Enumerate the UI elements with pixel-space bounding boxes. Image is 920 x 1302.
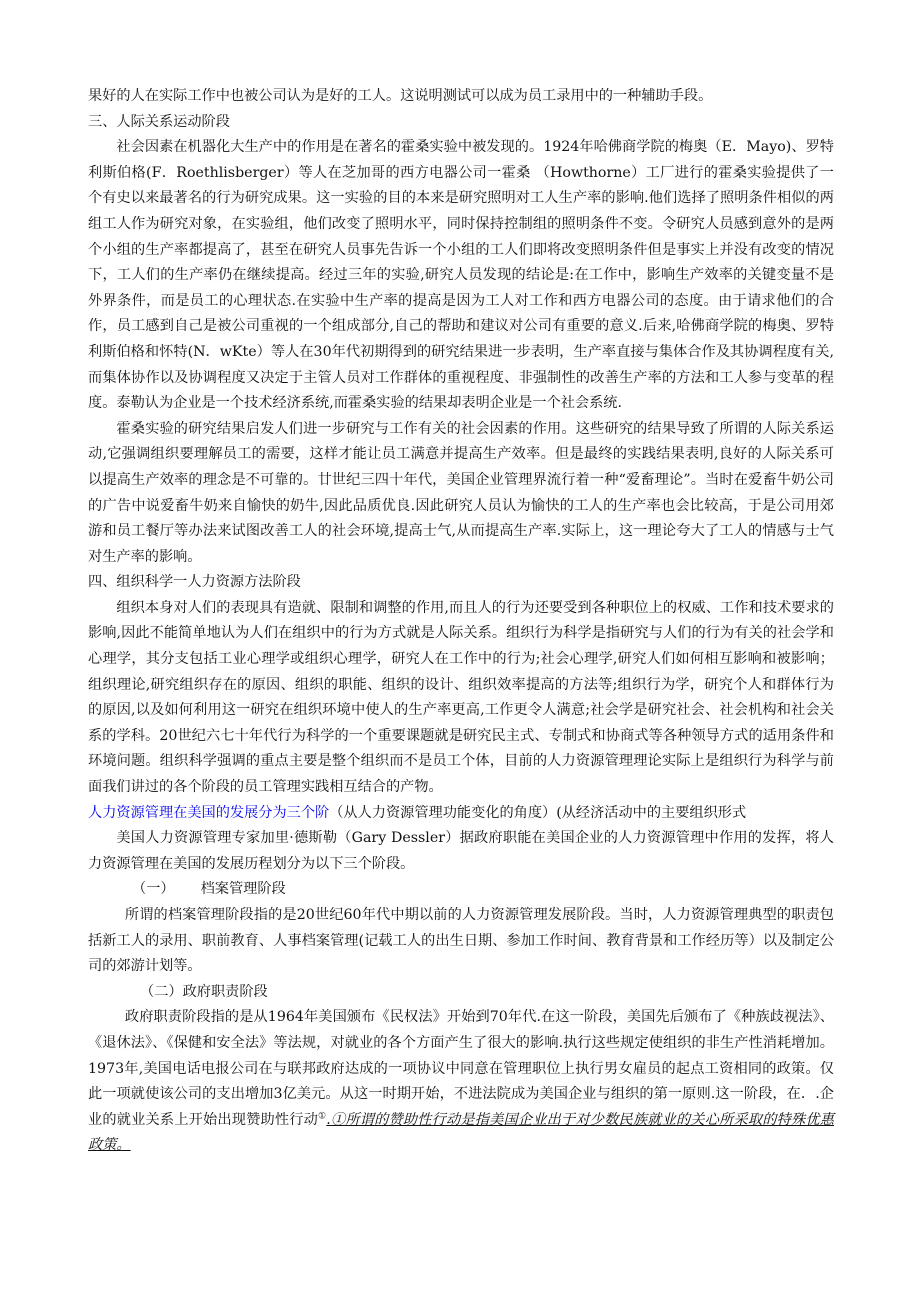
subheading-archive-number: （一）: [132, 881, 175, 898]
document-page: [88, 84, 834, 1159]
subheading-archive: [88, 877, 834, 903]
org-science-paragraph: 组织本身对人们的表现具有造就、限制和调整的作用,而且人的行为还要受到各种职位上的权威、工作和技术要求的影响,因此不能简单地认为人们在组织中的行为方式就是人际关系。组织行为科学是指研究与人们的行为有关的社会学和心理学，其分支包括工业心理学或组织心理学，研究人在工作中的行为;社会心理学,研究人们如何相互影响和被影响；组织理论,研究组织存在的原因、组织的职能、组织的设计、组织效率提高的方法等;组织行为学，研究个人和群体行为的原因,以及如何利用这一研究在组织环境中使人的生产率更高,工作更令人满意;社会学是研究社会、社会机构和社会关系的学科。20世纪六七十年代行为科学的一个重要课题就是研究民主式、专制式和协商式等各种领导方式的适用条件和环境问题。组织科学强调的重点主要是整个组织而不是员工个体，目前的人力资源管理理论实际上是组织行为科学与前面我们讲过的各个阶段的员工管理实践相互结合的产物。: [88, 599, 834, 796]
human-relations-paragraph: 霍桑实验的研究结果启发人们进一步研究与工作有关的社会因素的作用。这些研究的结果导致了所谓的人际关系运动,它强调组织要理解员工的需要，这样才能让员工满意并提高生产效率。但是最终的实践结果表明,良好的人际关系可以提高生产效率的理念是不可靠的。廿世纪三四十年代，美国企业管理界流行着一种“爱畜理论”。当时在爱畜牛奶公司的广告中说爱畜牛奶来自愉快的奶牛,因此品质优良.因此研究人员认为愉快的工人的生产率也会比较高，于是公司用郊游和员工餐厅等办法来试图改善工人的社会环境,提高士气,从而提高生产率.实际上，这一理论夸大了工人的情感与士气对生产率的影响。: [88, 420, 834, 565]
us-development-heading: [88, 801, 834, 827]
subheading-archive-title: 档案管理阶段: [200, 881, 286, 898]
dessler-paragraph: 美国人力资源管理专家加里·德斯勒（Gary Dessler）据政府职能在美国企业的人力资源管理中作用的发挥，将人力资源管理在美国的发展历程划分为以下三个阶段。: [88, 830, 834, 872]
us-development-link[interactable]: 人力资源管理在美国的发展分为三个阶: [88, 804, 330, 821]
section-heading-interpersonal: 三、人际关系运动阶段: [88, 113, 230, 130]
footnote-marker[interactable]: ①: [318, 1111, 327, 1122]
hawthorne-paragraph: 社会因素在机器化大生产中的作用是在著名的霍桑实验中被发现的。1924年哈佛商学院的梅奥（E．Mayo)、罗特利斯伯格(F．Roethlisberger）等人在芝加哥的西方电器公司一霍桑 （Howthorne）工厂进行的霍桑实验提供了一个有史以来最著名的行为研究成果。这一实验的目的本来是研究照明对工人生产率的影响.他们选择了照明条件相似的两组工人作为研究对象，在实验组，他们改变了照明水平，同时保持控制组的照明条件不变。令研究人员感到意外的是两个小组的生产率都提高了，甚至在研究人员事先告诉一个小组的工人们即将改变照明条件但是事实上并没有改变的情况下，工人们的生产率仍在继续提高。经过三年的实验,研究人员发现的结论是:在工作中，影响生产效率的关键变量不是外界条件，而是员工的心理状态.在实验中生产率的提高是因为工人对工作和西方电器公司的态度。由于请求他们的合作，员工感到自己是被公司重视的一个组成部分,自己的帮助和建议对公司有重要的意义.后来,哈佛商学院的梅奥、罗特利斯伯格和怀特(N．wKte）等人在30年代初期得到的研究结果进一步表明，生产率直接与集体合作及其协调程度有关,而集体协作以及协调程度又决定于主管人员对工作群体的重视程度、非强制性的改善生产率的方法和工人参与变革的程度。泰勒认为企业是一个技术经济系统,而霍桑实验的结果却表明企业是一个社会系统.: [88, 139, 834, 412]
subheading-government: （二）政府职责阶段: [140, 983, 268, 1000]
intro-paragraph: 果好的人在实际工作中也被公司认为是好的工人。这说明测试可以成为员工录用中的一种辅助手段。: [88, 88, 713, 104]
government-paragraph: [88, 1005, 834, 1159]
section-heading-org-science: 四、组织科学一人力资源方法阶段: [88, 574, 301, 591]
archive-paragraph: 所谓的档案管理阶段指的是20世纪60年代中期以前的人力资源管理发展阶段。当时，人力资源管理典型的职责包括新工人的录用、职前教育、人事档案管理(记载工人的出生日期、参加工作时间、教育背景和工作经历等）以及制定公司的郊游计划等。: [88, 907, 834, 975]
us-development-heading-rest: （从人力资源管理功能变化的角度）(从经济活动中的主要组织形式: [329, 804, 747, 821]
footnote-text: .①所谓的赞助性行动是指美国企业出于对少数民族就业的关心所采取的特殊优惠政策。: [88, 1111, 834, 1154]
government-paragraph-text: 政府职责阶段指的是从1964年美国颁布《民权法》开始到70年代.在这一阶段，美国先后颁布了《种族歧视法》、《退休法》、《保健和安全法》等法规，对就业的各个方面产生了很大的影响.执行这些规定使组织的非生产性消耗增加。1973年,美国电话电报公司在与联邦政府达成的一项协议中同意在管理职位上执行男女雇员的起点工资相同的政策。仅此一项就使该公司的支出增加3亿美元。从这一时期开始，不进法院成为美国企业与组织的第一原则.这一阶段，在．.企业的就业关系上开始出现赞助性行动: [88, 1009, 834, 1128]
